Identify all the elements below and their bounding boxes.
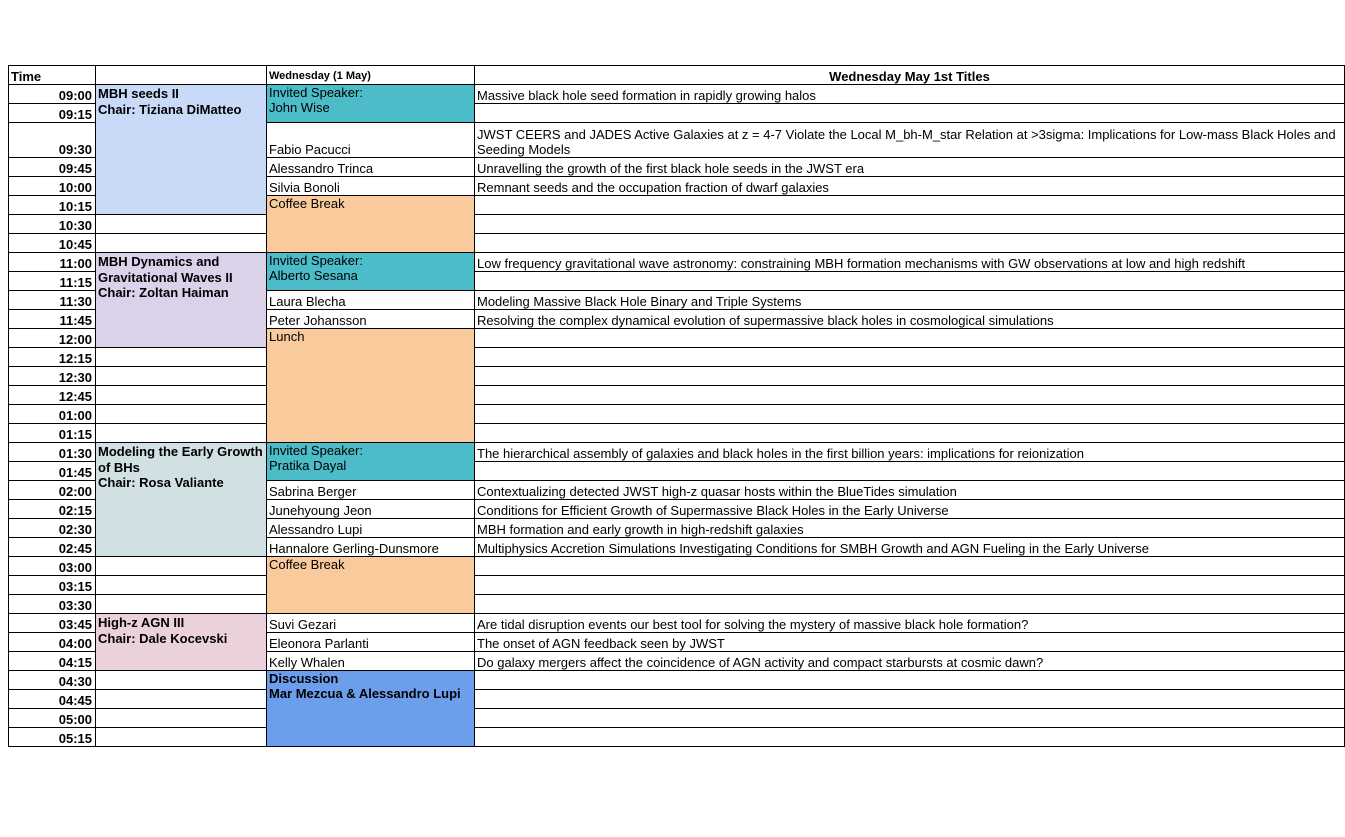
- session-block-4[interactable]: [96, 614, 267, 671]
- time-cell[interactable]: 01:30: [9, 443, 96, 462]
- time-cell[interactable]: 11:30: [9, 291, 96, 310]
- table-row: [9, 576, 1345, 595]
- speaker-cell[interactable]: Junehyoung Jeon: [267, 500, 475, 519]
- time-cell[interactable]: 03:30: [9, 595, 96, 614]
- time-cell[interactable]: 09:00: [9, 85, 96, 104]
- talk-title[interactable]: The onset of AGN feedback seen by JWST: [475, 633, 1345, 652]
- speaker-cell[interactable]: Sabrina Berger: [267, 481, 475, 500]
- speaker-cell[interactable]: Alessandro Trinca: [267, 158, 475, 177]
- empty-session-cell[interactable]: [96, 386, 267, 405]
- table-row: [9, 614, 1345, 633]
- talk-title[interactable]: [475, 709, 1345, 728]
- table-row: [9, 671, 1345, 690]
- time-cell[interactable]: 04:00: [9, 633, 96, 652]
- time-cell[interactable]: 12:00: [9, 329, 96, 348]
- session-name: High-z AGN III: [98, 615, 185, 630]
- empty-session-cell[interactable]: [96, 728, 267, 747]
- session-chair: Chair: Dale Kocevski: [98, 630, 228, 646]
- talk-title[interactable]: [475, 329, 1345, 348]
- time-cell[interactable]: 01:45: [9, 462, 96, 481]
- talk-title[interactable]: Are tidal disruption events our best tool for solving the mystery of massive black hole formation?: [475, 614, 1345, 633]
- speaker-cell[interactable]: Kelly Whalen: [267, 652, 475, 671]
- session-chair: Chair: Tiziana DiMatteo: [98, 101, 242, 117]
- table-row: [9, 215, 1345, 234]
- header-session[interactable]: [96, 66, 267, 85]
- empty-session-cell[interactable]: [96, 348, 267, 367]
- speaker-cell[interactable]: Suvi Gezari: [267, 614, 475, 633]
- session-chair: Chair: Zoltan Haiman: [98, 285, 229, 300]
- time-cell[interactable]: 02:15: [9, 500, 96, 519]
- table-row: [9, 348, 1345, 367]
- empty-session-cell[interactable]: [96, 576, 267, 595]
- time-cell[interactable]: 05:15: [9, 728, 96, 747]
- header-day[interactable]: Wednesday (1 May): [267, 66, 475, 85]
- invited-label: Invited Speaker:: [269, 253, 363, 268]
- coffee-break-cell[interactable]: Coffee Break: [267, 557, 475, 614]
- talk-title[interactable]: [475, 405, 1345, 424]
- table-row: [9, 367, 1345, 386]
- table-row: [9, 728, 1345, 747]
- time-cell[interactable]: 03:45: [9, 614, 96, 633]
- empty-session-cell[interactable]: [96, 709, 267, 728]
- time-cell[interactable]: 02:45: [9, 538, 96, 557]
- schedule-table: [8, 65, 1345, 747]
- speaker-name: Pratika Dayal: [269, 458, 347, 473]
- time-cell[interactable]: 11:00: [9, 253, 96, 272]
- time-cell[interactable]: 10:00: [9, 177, 96, 196]
- discussion-label: Discussion: [269, 671, 339, 686]
- speaker-cell[interactable]: Fabio Pacucci: [267, 123, 475, 158]
- speaker-cell[interactable]: Eleonora Parlanti: [267, 633, 475, 652]
- table-row: [9, 690, 1345, 709]
- talk-title[interactable]: [475, 576, 1345, 595]
- time-cell[interactable]: 10:45: [9, 234, 96, 253]
- talk-title[interactable]: [475, 671, 1345, 690]
- time-cell[interactable]: 09:30: [9, 123, 96, 158]
- talk-title[interactable]: [475, 367, 1345, 386]
- talk-title[interactable]: [475, 424, 1345, 443]
- table-row: [9, 557, 1345, 576]
- time-cell[interactable]: 05:00: [9, 709, 96, 728]
- session-name: Modeling the Early Growth of BHs: [98, 444, 263, 475]
- talk-title[interactable]: Multiphysics Accretion Simulations Investigating Conditions for SMBH Growth and AGN Fueling in the Early Universe: [475, 538, 1345, 557]
- talk-title[interactable]: [475, 348, 1345, 367]
- empty-session-cell[interactable]: [96, 595, 267, 614]
- talk-title[interactable]: [475, 595, 1345, 614]
- talk-title[interactable]: JWST CEERS and JADES Active Galaxies at z = 4-7 Violate the Local M_bh-M_star Relation at >3sigma: Implications for Low-mass Black Holes and Seeding Models: [475, 123, 1345, 158]
- time-cell[interactable]: 02:30: [9, 519, 96, 538]
- invited-label: Invited Speaker:: [269, 85, 363, 100]
- empty-session-cell[interactable]: [96, 690, 267, 709]
- talk-title[interactable]: [475, 196, 1345, 215]
- empty-session-cell[interactable]: [96, 405, 267, 424]
- empty-session-cell[interactable]: [96, 367, 267, 386]
- time-cell[interactable]: 02:00: [9, 481, 96, 500]
- talk-title[interactable]: [475, 234, 1345, 253]
- talk-title[interactable]: Modeling Massive Black Hole Binary and Triple Systems: [475, 291, 1345, 310]
- time-cell[interactable]: 12:15: [9, 348, 96, 367]
- table-row: [9, 234, 1345, 253]
- table-row: [9, 253, 1345, 272]
- invited-speaker-cell[interactable]: [267, 85, 475, 123]
- talk-title[interactable]: [475, 215, 1345, 234]
- talk-title[interactable]: [475, 728, 1345, 747]
- coffee-break-cell[interactable]: Coffee Break: [267, 196, 475, 253]
- time-cell[interactable]: 11:15: [9, 272, 96, 291]
- talk-title[interactable]: [475, 557, 1345, 576]
- speaker-cell[interactable]: Silvia Bonoli: [267, 177, 475, 196]
- empty-session-cell[interactable]: [96, 215, 267, 234]
- session-name: MBH Dynamics and Gravitational Waves II: [98, 254, 233, 285]
- table-row: [9, 443, 1345, 462]
- table-row: [9, 595, 1345, 614]
- time-cell[interactable]: 11:45: [9, 310, 96, 329]
- talk-title[interactable]: MBH formation and early growth in high-redshift galaxies: [475, 519, 1345, 538]
- session-block-1[interactable]: [96, 85, 267, 215]
- table-row: [9, 85, 1345, 104]
- talk-title[interactable]: Do galaxy mergers affect the coincidence of AGN activity and compact starbursts at cosmic dawn?: [475, 652, 1345, 671]
- talk-title[interactable]: Remnant seeds and the occupation fraction of dwarf galaxies: [475, 177, 1345, 196]
- talk-title[interactable]: Unravelling the growth of the first black hole seeds in the JWST era: [475, 158, 1345, 177]
- time-cell[interactable]: 12:45: [9, 386, 96, 405]
- time-cell[interactable]: 04:30: [9, 671, 96, 690]
- talk-title[interactable]: Resolving the complex dynamical evolution of supermassive black holes in cosmological simulations: [475, 310, 1345, 329]
- talk-title[interactable]: [475, 462, 1345, 481]
- speaker-cell[interactable]: Peter Johansson: [267, 310, 475, 329]
- speaker-cell[interactable]: Laura Blecha: [267, 291, 475, 310]
- time-cell[interactable]: 01:15: [9, 424, 96, 443]
- empty-session-cell[interactable]: [96, 234, 267, 253]
- session-block-2[interactable]: [96, 253, 267, 348]
- time-cell[interactable]: 04:15: [9, 652, 96, 671]
- talk-title[interactable]: [475, 272, 1345, 291]
- table-row: [9, 424, 1345, 443]
- time-cell[interactable]: 04:45: [9, 690, 96, 709]
- session-chair: Chair: Rosa Valiante: [98, 475, 224, 490]
- invited-label: Invited Speaker:: [269, 443, 363, 458]
- table-row: [9, 709, 1345, 728]
- header-row: [9, 66, 1345, 85]
- speaker-name: Alberto Sesana: [269, 268, 358, 283]
- time-cell[interactable]: 12:30: [9, 367, 96, 386]
- time-cell[interactable]: 03:15: [9, 576, 96, 595]
- empty-session-cell[interactable]: [96, 424, 267, 443]
- speaker-cell[interactable]: Alessandro Lupi: [267, 519, 475, 538]
- talk-title[interactable]: [475, 386, 1345, 405]
- time-cell[interactable]: 03:00: [9, 557, 96, 576]
- empty-session-cell[interactable]: [96, 671, 267, 690]
- table-row: [9, 405, 1345, 424]
- speaker-cell[interactable]: Hannalore Gerling-Dunsmore: [267, 538, 475, 557]
- empty-session-cell[interactable]: [96, 557, 267, 576]
- time-cell[interactable]: 10:30: [9, 215, 96, 234]
- header-time[interactable]: Time: [9, 66, 96, 85]
- discussion-cell[interactable]: [267, 671, 475, 747]
- time-cell[interactable]: 09:15: [9, 104, 96, 123]
- talk-title[interactable]: Conditions for Efficient Growth of Supermassive Black Holes in the Early Universe: [475, 500, 1345, 519]
- time-cell[interactable]: 01:00: [9, 405, 96, 424]
- session-block-3[interactable]: [96, 443, 267, 557]
- talk-title[interactable]: [475, 104, 1345, 123]
- header-titles[interactable]: Wednesday May 1st Titles: [475, 66, 1345, 85]
- speaker-name: John Wise: [269, 100, 330, 115]
- time-cell[interactable]: 10:15: [9, 196, 96, 215]
- time-cell[interactable]: 09:45: [9, 158, 96, 177]
- lunch-cell[interactable]: Lunch: [267, 329, 475, 443]
- invited-speaker-cell[interactable]: [267, 253, 475, 291]
- talk-title[interactable]: Low frequency gravitational wave astronomy: constraining MBH formation mechanisms with GW observations at low and high redshift: [475, 253, 1345, 272]
- talk-title[interactable]: [475, 690, 1345, 709]
- talk-title[interactable]: Contextualizing detected JWST high-z quasar hosts within the BlueTides simulation: [475, 481, 1345, 500]
- talk-title[interactable]: The hierarchical assembly of galaxies and black holes in the first billion years: implications for reionization: [475, 443, 1345, 462]
- discussion-names: Mar Mezcua & Alessandro Lupi: [269, 686, 461, 701]
- table-row: [9, 386, 1345, 405]
- invited-speaker-cell[interactable]: [267, 443, 475, 481]
- session-name: MBH seeds II: [98, 86, 179, 101]
- talk-title[interactable]: Massive black hole seed formation in rapidly growing halos: [475, 85, 1345, 104]
